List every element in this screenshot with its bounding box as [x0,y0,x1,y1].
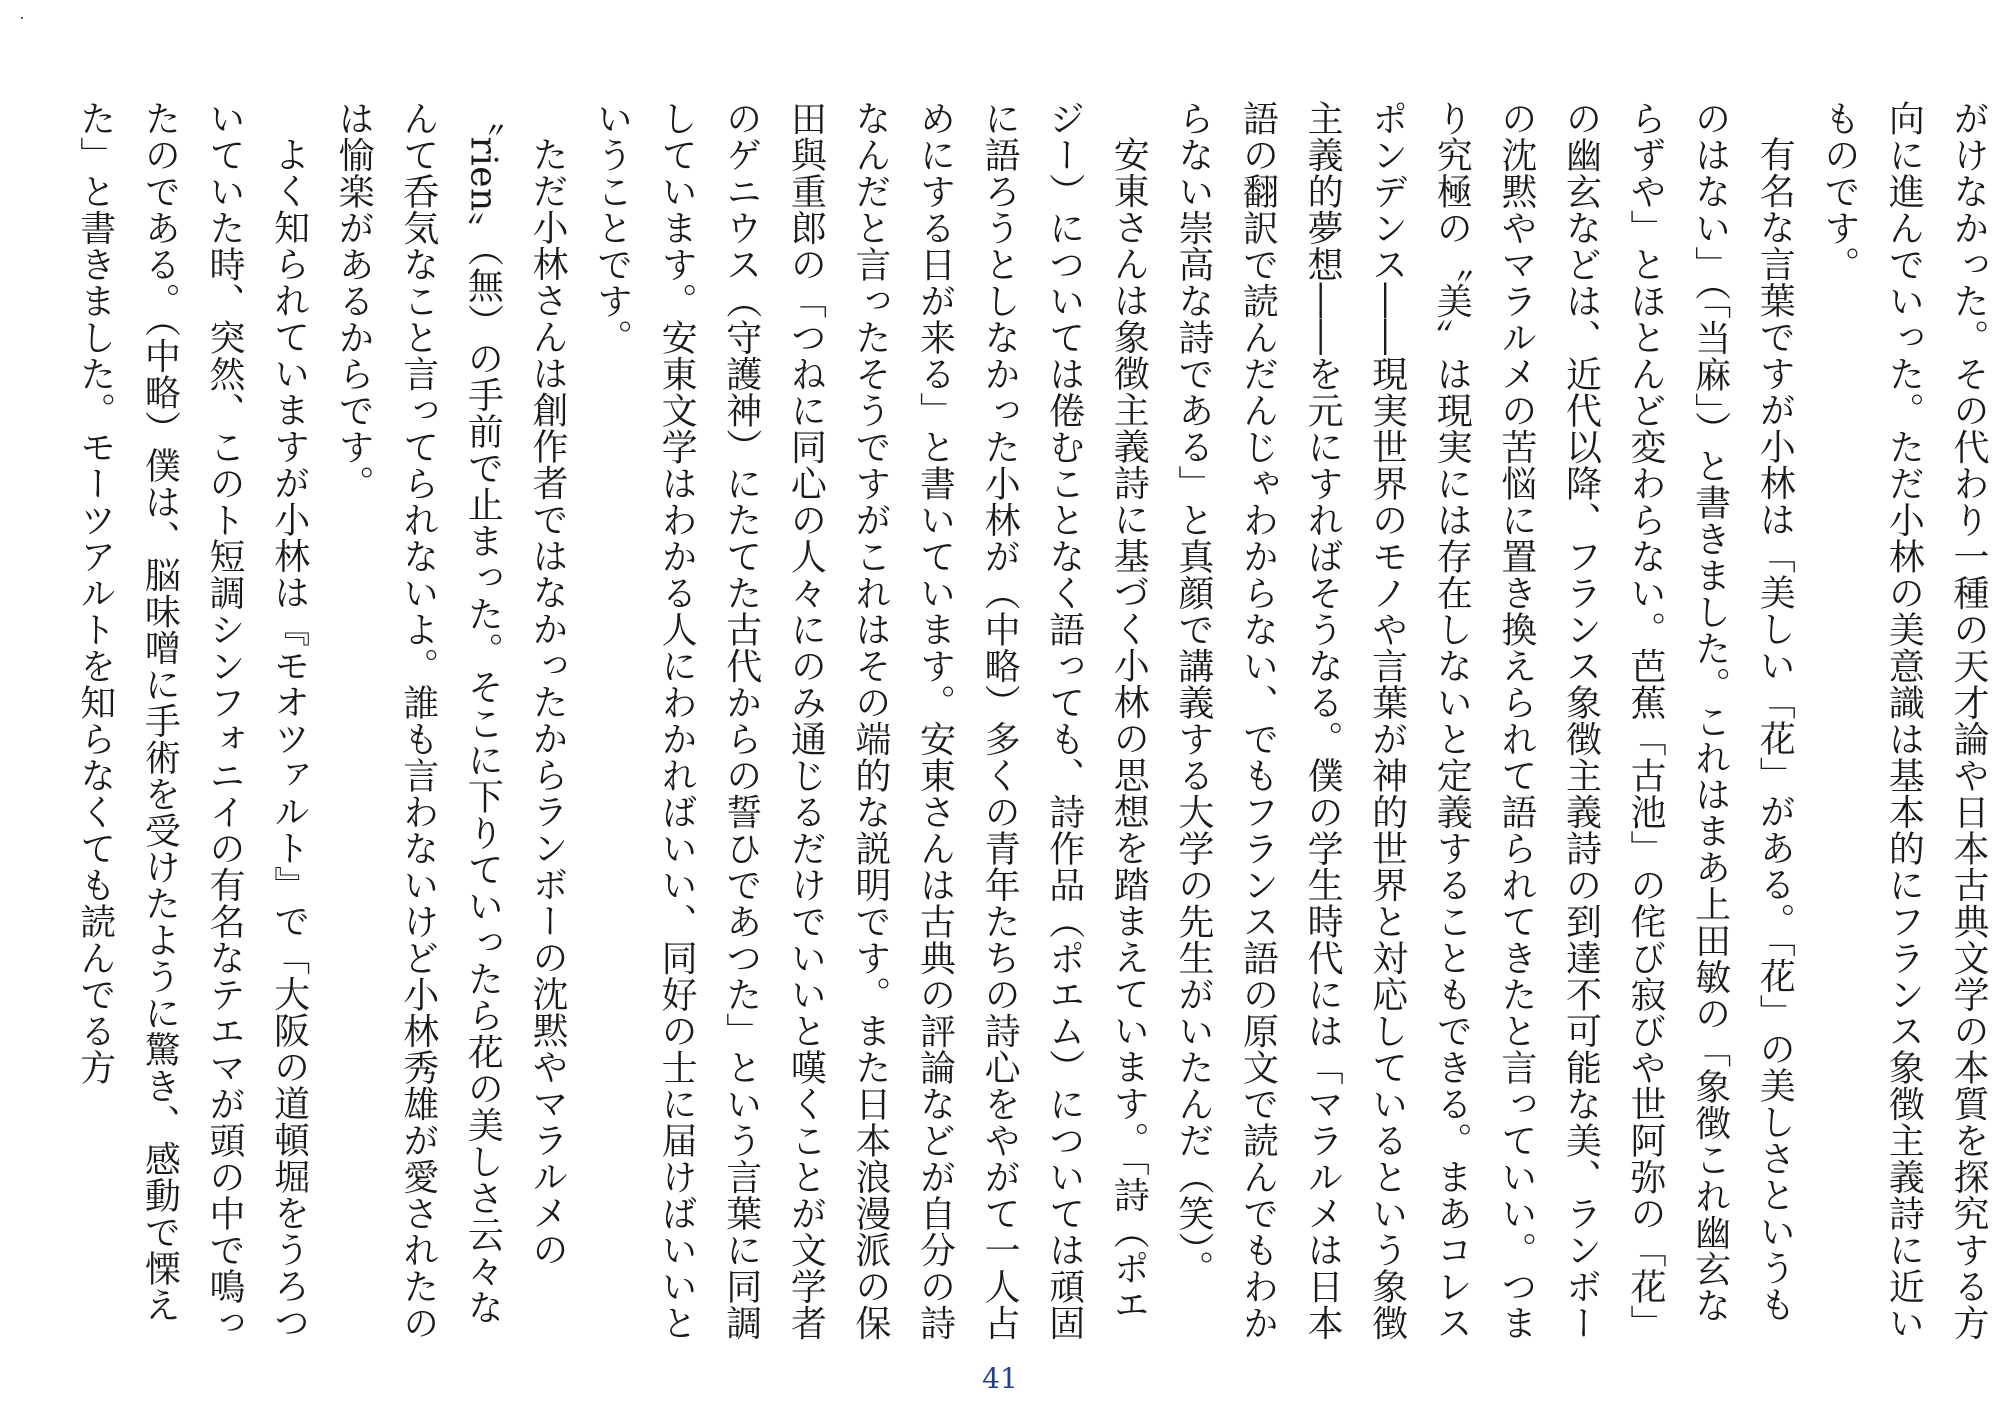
corner-mark [21,17,23,19]
paragraph: よく知られていますが小林は『モオツァルト』で「大阪の道頓堀をうろついていた時、突然、このト短調シンフォニイの有名なテエマが頭の中で鳴ったのである。（中略）僕は、脳味噌に手術を受けたように驚き、感動で慄えた」と書きました。モーツアルトを知らなくても読んでる方 [74,100,310,1341]
vertical-text-body [10,100,2000,1358]
paragraph: ただ小林さんは創作者ではなかったからランボーの沈黙やマラルメの〝rien〟（無）の手前で止まった。そこに下りていったら花の美しさ云々なんて呑気なこと言ってられないよ。誰も言わないけど小林秀雄が愛されたのは愉楽があるからです。 [333,100,568,1341]
page-number: 41 [982,1362,1018,1395]
paragraph: 安東さんは象徴主義詩に基づく小林の思想を踏まえています。「詩（ポエジー）については倦むことなく語っても、詩作品（ポエム）については頑固に語ろうとしなかった小林が（中略）多くの青年たちの詩心をやがて一人占めにする日が来る」と書いています。安東さんは古典の評論などが自分の詩なんだと言ったそうですがこれはその端的な説明です。また日本浪漫派の保田與重郎の「つねに同心の人々にのみ通じるだけでいいと嘆くことが文学者のゲニウス（守護神）にたてた古代からの誓ひであつた」という言葉に同調しています。安東文学はわかる人にわかればいい、同好の士に届けばいいということです。 [591,100,1150,1341]
paragraph: がけなかった。その代わり一種の天才論や日本古典文学の本質を探究する方向に進んでいった。ただ小林の美意識は基本的にフランス象徴主義詩に近いものです。 [1818,100,1989,1341]
paragraph: 有名な言葉ですが小林は「美しい「花」がある。「花」の美しさというものはない」（「当麻」）と書きました。これはまあ上田敏の「象徴これ幽玄ならずや」とほとんど変わらない。芭蕉「古池」の侘び寂びや世阿弥の「花」の幽玄などは、近代以降、フランス象徴主義詩の到達不可能な美、ランボーの沈黙やマラルメの苦悩に置き換えられて語られてきたと言っていい。つまり究極の〝美〟は現実には存在しないと定義することもできる。まあコレスポンデンス――現実世界のモノや言葉が神的世界と対応しているという象徴主義的夢想――を元にすればそうなる。僕の学生時代には「マラルメは日本語の翻訳で読んだんじゃわからない、でもフランス語の原文で読んでもわからない崇高な詩である」と真顔で講義する大学の先生がいたんだ（笑）。 [1172,100,1796,1341]
